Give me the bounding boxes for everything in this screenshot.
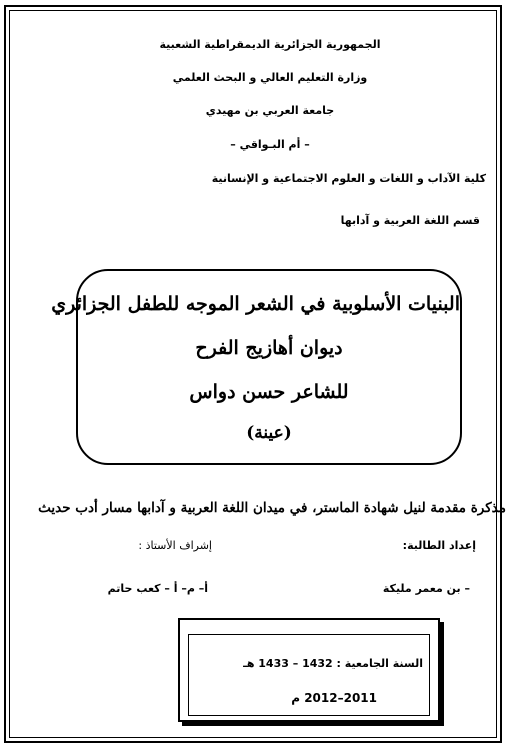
gregorian-year: 2011–2012 م [291, 691, 377, 705]
supervisor-label: إشراف الأستاذ : [138, 539, 212, 552]
city-line: – أم البـواقي – [230, 138, 310, 151]
faculty-line: كلية الآداب و اللغات و العلوم الاجتماعية و الإنسانية [211, 172, 486, 185]
thesis-title-box [51, 269, 462, 465]
poet-name: للشاعر حسن دواس [189, 381, 349, 403]
student-name: – بن معمر مليكة [382, 582, 470, 595]
department-line: قسم اللغة العربية و آدابها [340, 214, 480, 227]
sample-label: (عينة) [246, 423, 292, 443]
hijri-year: السنة الجامعية : 1432 – 1433 هـ [243, 657, 423, 670]
republic-line: الجمهورية الجزائرية الديمقراطية الشعبية [159, 38, 381, 51]
academic-year-inner-box [188, 634, 430, 716]
prepared-by-label: إعداد الطالبة: [402, 539, 476, 552]
university-line: جامعة العربي بن مهيدي [205, 104, 335, 117]
academic-year-box [178, 618, 440, 722]
supervisor-name: أ– م– أ – كعب حاتم [107, 582, 208, 595]
ministry-line: وزارة التعليم العالي و البحث العلمي [172, 71, 368, 84]
memo-line: مذكرة مقدمة لنيل شهادة الماستر، في ميدان اللغة العربية و آدابها مسار أدب حديث [38, 500, 506, 516]
thesis-title: البنيات الأسلوبية في الشعر الموجه للطفل الجزائري [51, 293, 460, 315]
collection-title: ديوان أهازيج الفرح [195, 337, 343, 359]
